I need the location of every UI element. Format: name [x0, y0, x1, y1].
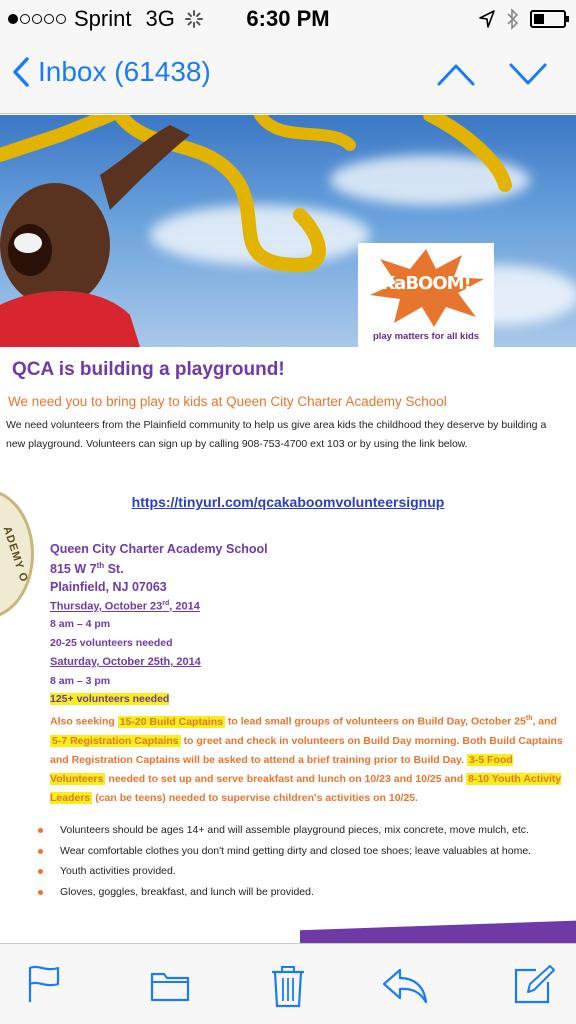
previous-message-button[interactable] — [436, 60, 476, 88]
battery-icon — [530, 10, 566, 28]
kaboom-logo-tagline: play matters for all kids — [372, 331, 480, 342]
school-name: Queen City Charter Academy School — [50, 542, 268, 556]
folder-icon[interactable] — [150, 964, 190, 1004]
bluetooth-icon — [506, 8, 520, 30]
food-volunteers-highlight: 3-5 Food Volunteers — [50, 753, 513, 785]
volunteer-info-list — [38, 820, 568, 902]
email-subtitle: We need you to bring play to kids at Queen City Charter Academy School — [8, 394, 447, 409]
inbox-back-label: Inbox (61438) — [38, 56, 211, 87]
list-item: Volunteers should be ages 14+ and will assemble playground pieces, mix concrete, move mulch, etc. — [38, 820, 568, 841]
mail-toolbar — [0, 943, 576, 1024]
chevron-left-icon — [12, 56, 30, 88]
school-city: Plainfield, NJ 07063 — [50, 580, 167, 594]
school-street: 815 W 7th St. — [50, 561, 124, 577]
kaboom-logo-word: KaBOOM! — [381, 273, 471, 294]
saturday-volunteers: 125+ volunteers needed — [50, 693, 170, 705]
carrier-name: Sprint — [74, 6, 132, 31]
decorative-stripe — [300, 920, 576, 943]
status-right-group — [478, 8, 566, 30]
location-arrow-icon — [478, 9, 496, 29]
inbox-back-button[interactable] — [12, 56, 211, 88]
email-title: QCA is building a playground! — [12, 359, 285, 380]
volunteer-roles-paragraph: Also seeking 15-20 Build Captains to lead small groups of volunteers on Build Day, October 25th, and 5-7 Registration Captains to greet and check in volunteers on Build Day morning. Both Build Captains and Registration Captains will be asked to attend a brief training prior to Build Day. 3-5 Food Volunteers needed to set up and serve breakfast and lunch on 10/23 and 10/25 and 8-10 Youth Activity Leaders (can be teens) needed to supervise children's activities on 10/25. — [50, 715, 563, 804]
compose-icon[interactable] — [512, 964, 556, 1006]
school-seal-text: ADEMY O — [0, 525, 30, 585]
email-body — [0, 347, 576, 943]
trash-icon[interactable] — [270, 964, 306, 1008]
thursday-hours: 8 am – 4 pm — [50, 618, 111, 630]
kaboom-logo — [358, 243, 494, 347]
build-date-thursday: Thursday, October 23rd, 2014 — [50, 600, 200, 613]
battery-level — [534, 14, 544, 24]
thursday-volunteers: 20-25 volunteers needed — [50, 637, 173, 649]
email-intro: We need volunteers from the Plainfield community to help us give area kids the childhood they deserve by building a new playground. Volunteers can sign up by calling 908-753-4700 ext 103 or by using the link below. — [6, 419, 547, 450]
registration-captains-highlight: 5-7 Registration Captains — [52, 734, 179, 747]
list-item: Wear comfortable clothes you don't mind getting dirty and closed toe shoes; leave valuables at home. — [38, 841, 568, 862]
youth-leaders-highlight: 8-10 Youth Activity Leaders — [50, 772, 562, 804]
next-message-button[interactable] — [508, 60, 548, 88]
build-date-saturday: Saturday, October 25th, 2014 — [50, 656, 201, 668]
mail-nav-bar — [0, 38, 576, 114]
network-type: 3G — [145, 6, 175, 31]
build-captains-highlight: 15-20 Build Captains — [119, 715, 223, 728]
flag-icon[interactable] — [26, 964, 62, 1004]
list-item: Gloves, goggles, breakfast, and lunch will be provided. — [38, 882, 568, 903]
list-item: Youth activities provided. — [38, 861, 568, 882]
volunteer-signup-link[interactable]: https://tinyurl.com/qcakaboomvolunteersignup — [131, 494, 445, 510]
status-bar — [0, 0, 576, 38]
reply-icon[interactable] — [380, 964, 428, 1004]
playground-banner-image — [0, 115, 576, 347]
status-time: 6:30 PM — [246, 6, 330, 31]
saturday-hours: 8 am – 3 pm — [50, 675, 111, 687]
